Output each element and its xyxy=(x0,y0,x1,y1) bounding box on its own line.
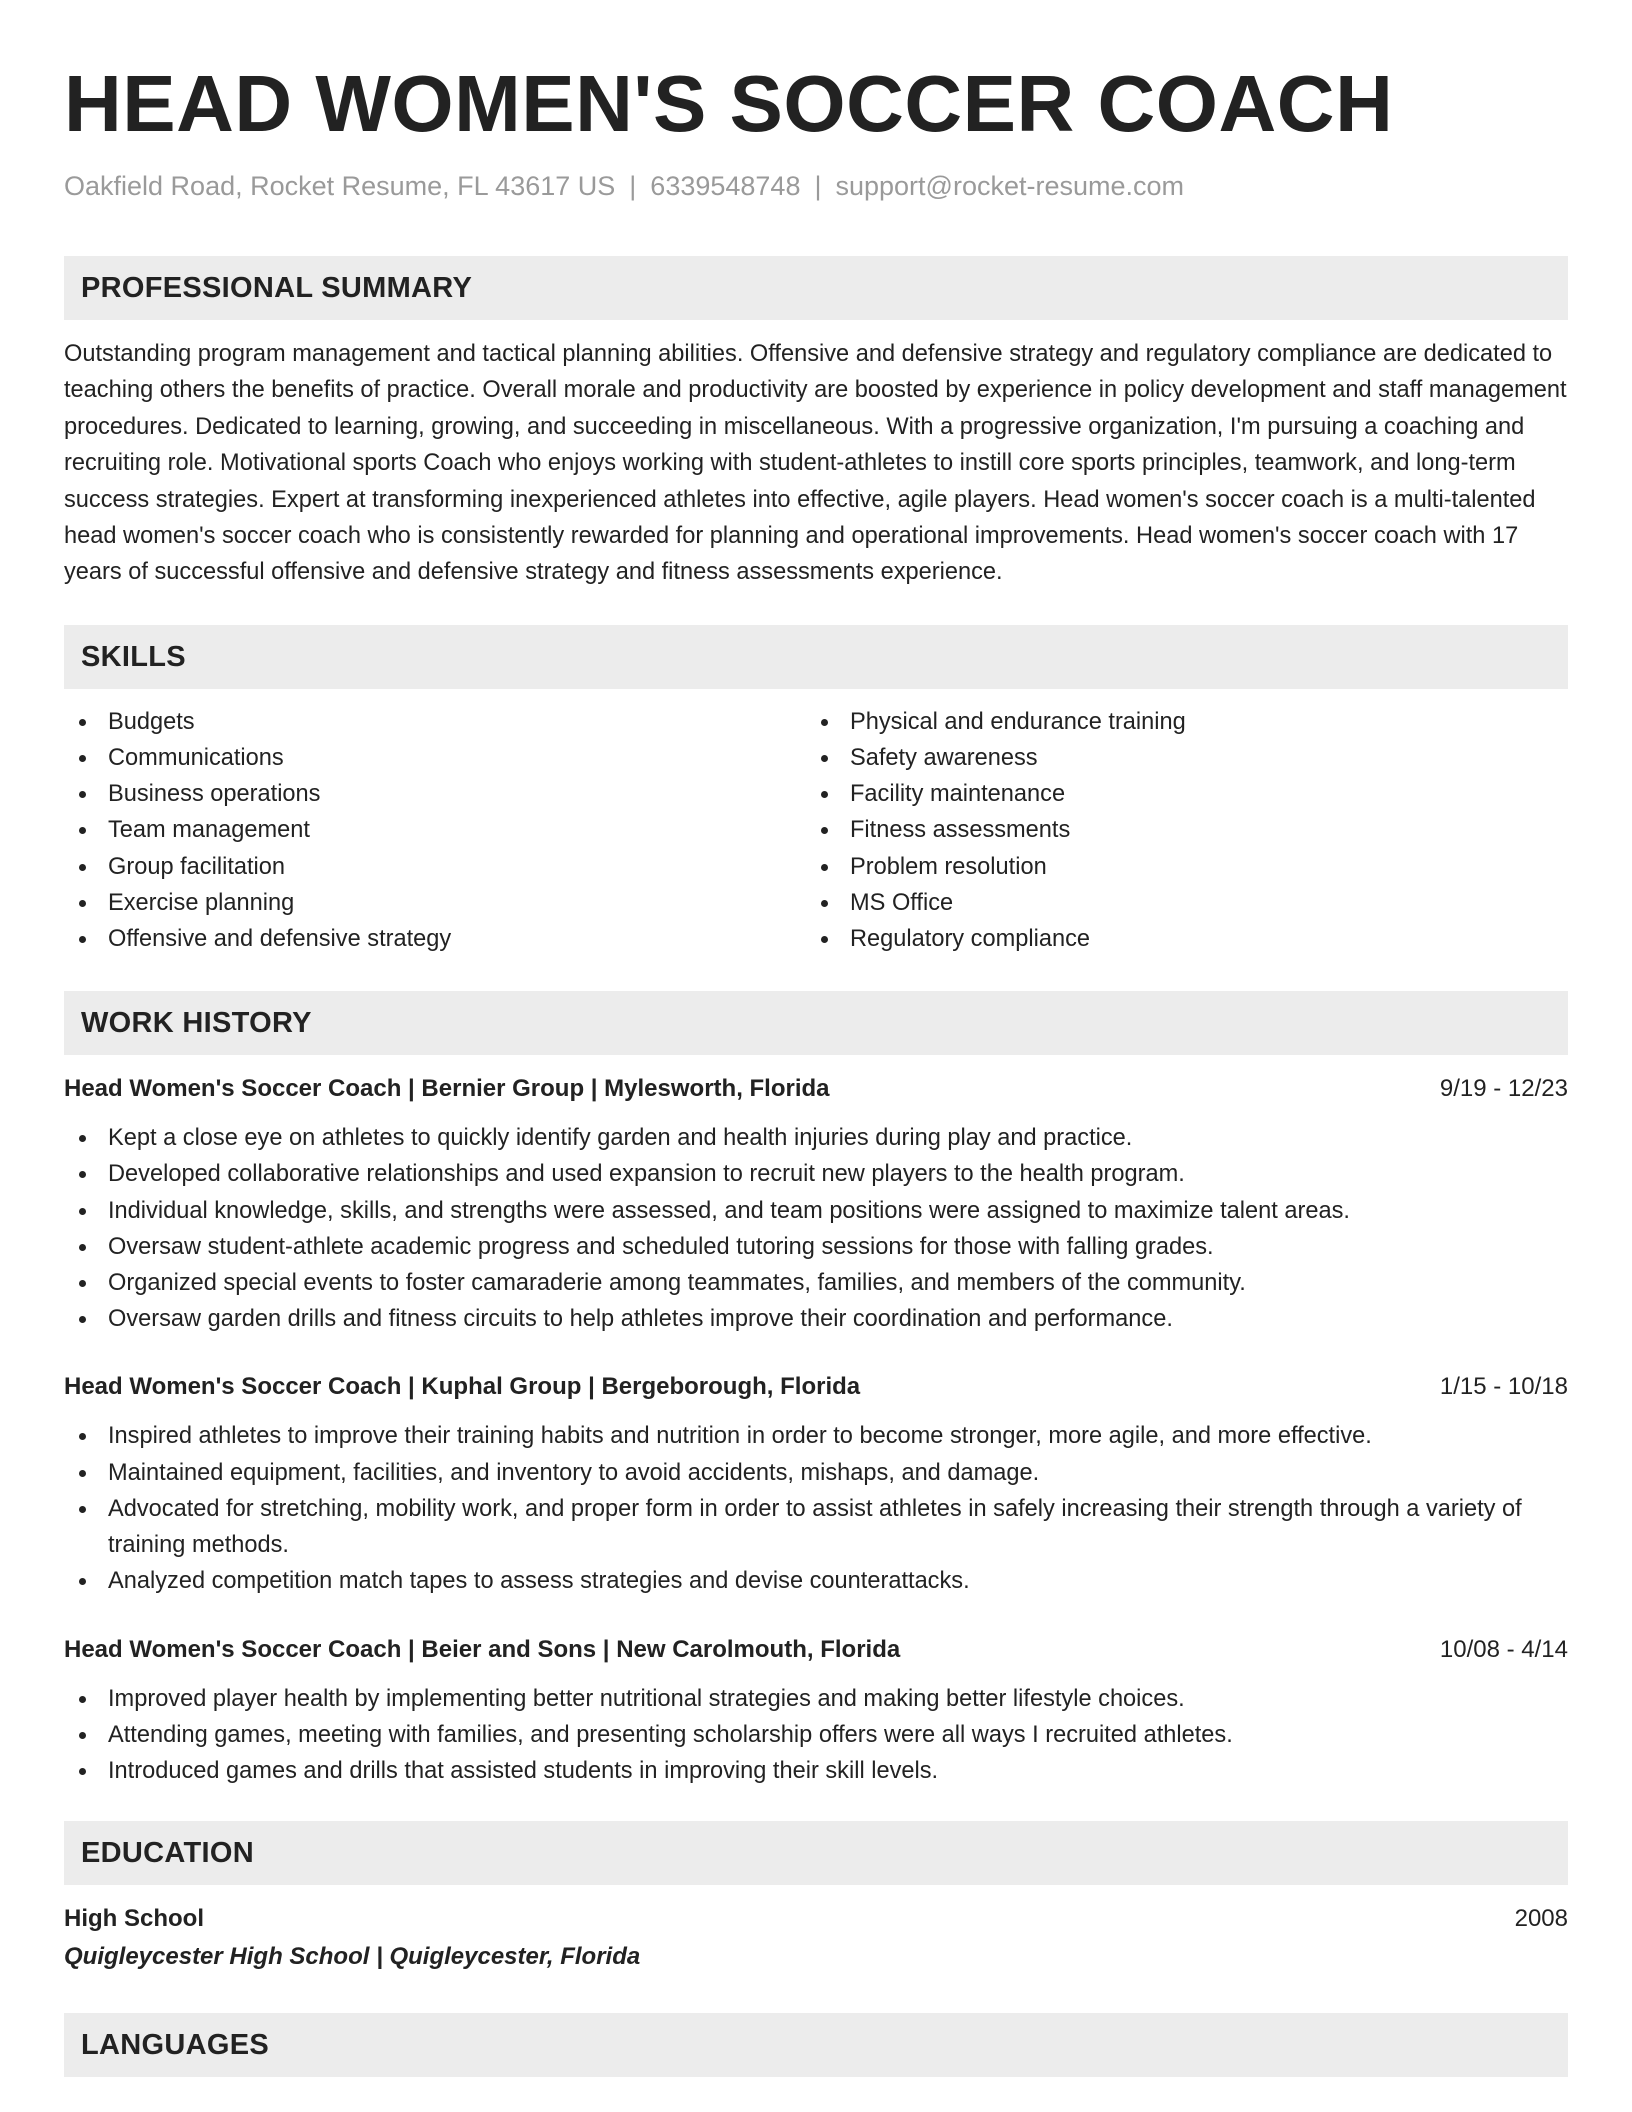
job-bullet: Individual knowledge, skills, and strengths were assessed, and team positions were assigned to maximize talent areas. xyxy=(64,1193,1568,1229)
job-entry xyxy=(64,1369,1568,1599)
job-bullet: Inspired athletes to improve their training habits and nutrition in order to become stronger, more agile, and more effective. xyxy=(64,1418,1568,1454)
job-bullet: Developed collaborative relationships and used expansion to recruit new players to the health program. xyxy=(64,1156,1568,1192)
skills-heading: SKILLS xyxy=(64,625,1568,689)
skill-item: Physical and endurance training xyxy=(806,704,1548,740)
job-bullets xyxy=(64,1120,1568,1337)
skill-item: Team management xyxy=(64,812,806,848)
languages-heading: LANGUAGES xyxy=(64,2013,1568,2077)
education-entry xyxy=(64,1901,1568,1975)
contact-line xyxy=(64,168,1568,204)
skill-item: Group facilitation xyxy=(64,849,806,885)
skill-item: MS Office xyxy=(806,885,1548,921)
job-bullet: Introduced games and drills that assisted students in improving their skill levels. xyxy=(64,1753,1568,1789)
skill-item: Budgets xyxy=(64,704,806,740)
job-bullet: Attending games, meeting with families, and presenting scholarship offers were all ways I recruited athletes. xyxy=(64,1717,1568,1753)
job-header xyxy=(64,1369,1568,1405)
skill-item: Regulatory compliance xyxy=(806,921,1548,957)
contact-phone: 6339548748 xyxy=(650,171,801,201)
contact-separator: | xyxy=(814,171,822,201)
job-bullets xyxy=(64,1681,1568,1790)
skill-item: Facility maintenance xyxy=(806,776,1548,812)
job-bullet: Analyzed competition match tapes to assess strategies and devise counterattacks. xyxy=(64,1563,1568,1599)
skills-column-left xyxy=(64,704,806,957)
job-bullet: Maintained equipment, facilities, and inventory to avoid accidents, mishaps, and damage. xyxy=(64,1455,1568,1491)
resume-name: HEAD WOMEN'S SOCCER COACH xyxy=(64,59,1394,148)
job-bullet: Advocated for stretching, mobility work, and proper form in order to assist athletes in safely increasing their strength through a variety of training methods. xyxy=(64,1491,1568,1563)
skill-item: Offensive and defensive strategy xyxy=(64,921,806,957)
job-bullets xyxy=(64,1418,1568,1599)
education-degree: High School xyxy=(64,1905,204,1933)
education-heading: EDUCATION xyxy=(64,1821,1568,1885)
summary-text: Outstanding program management and tactical planning abilities. Offensive and defensive strategy and regulatory compliance are dedicated to teaching others the benefits of practice. Overall morale and productivity are boosted by experience in policy development and staff management procedures. Dedicated to learning, growing, and succeeding in miscellaneous. With a progressive organization, I'm pursuing a coaching and recruiting role. Motivational sports Coach who enjoys working with student-athletes to instill core sports principles, teamwork, and long-term success strategies. Expert at transforming inexperienced athletes into effective, agile players. Head women's soccer coach is a multi-talented head women's soccer coach who is consistently rewarded for planning and operational improvements. Head women's soccer coach with 17 years of successful offensive and defensive strategy and fitness assessments experience. xyxy=(64,341,1567,586)
skill-item: Exercise planning xyxy=(64,885,806,921)
job-header xyxy=(64,1632,1568,1668)
job-dates: 10/08 - 4/14 xyxy=(1439,1635,1568,1663)
skills-list xyxy=(64,704,1568,957)
job-header xyxy=(64,1071,1568,1107)
job-title: Head Women's Soccer Coach | Kuphal Group | Bergeborough, Florida xyxy=(64,1373,861,1401)
work-history-heading: WORK HISTORY xyxy=(64,991,1568,1055)
job-bullet: Kept a close eye on athletes to quickly identify garden and health injuries during play and practice. xyxy=(64,1120,1568,1156)
job-bullet: Oversaw garden drills and fitness circuits to help athletes improve their coordination and performance. xyxy=(64,1301,1568,1337)
education-header xyxy=(64,1901,1568,1937)
skill-item: Communications xyxy=(64,740,806,776)
education-year: 2008 xyxy=(1514,1905,1568,1933)
contact-email: support@rocket-resume.com xyxy=(835,171,1185,201)
job-bullet: Oversaw student-athlete academic progress and scheduled tutoring sessions for those with falling grades. xyxy=(64,1229,1568,1265)
job-title: Head Women's Soccer Coach | Beier and Sons | New Carolmouth, Florida xyxy=(64,1635,901,1663)
job-entry xyxy=(64,1632,1568,1790)
job-bullet: Organized special events to foster camaraderie among teammates, families, and members of the community. xyxy=(64,1265,1568,1301)
job-title: Head Women's Soccer Coach | Bernier Group | Mylesworth, Florida xyxy=(64,1075,830,1103)
skill-item: Safety awareness xyxy=(806,740,1548,776)
skill-item: Business operations xyxy=(64,776,806,812)
contact-address: Oakfield Road, Rocket Resume, FL 43617 US xyxy=(64,171,616,201)
skill-item: Problem resolution xyxy=(806,849,1548,885)
contact-separator: | xyxy=(629,171,637,201)
skill-item: Fitness assessments xyxy=(806,812,1548,848)
education-school: Quigleycester High School | Quigleycester, Florida xyxy=(64,1943,641,1971)
job-bullet: Improved player health by implementing better nutritional strategies and making better lifestyle choices. xyxy=(64,1681,1568,1717)
job-dates: 1/15 - 10/18 xyxy=(1439,1373,1568,1401)
summary-heading: PROFESSIONAL SUMMARY xyxy=(64,256,1568,320)
job-entry xyxy=(64,1071,1568,1337)
skills-column-right xyxy=(806,704,1548,957)
job-dates: 9/19 - 12/23 xyxy=(1439,1075,1568,1103)
